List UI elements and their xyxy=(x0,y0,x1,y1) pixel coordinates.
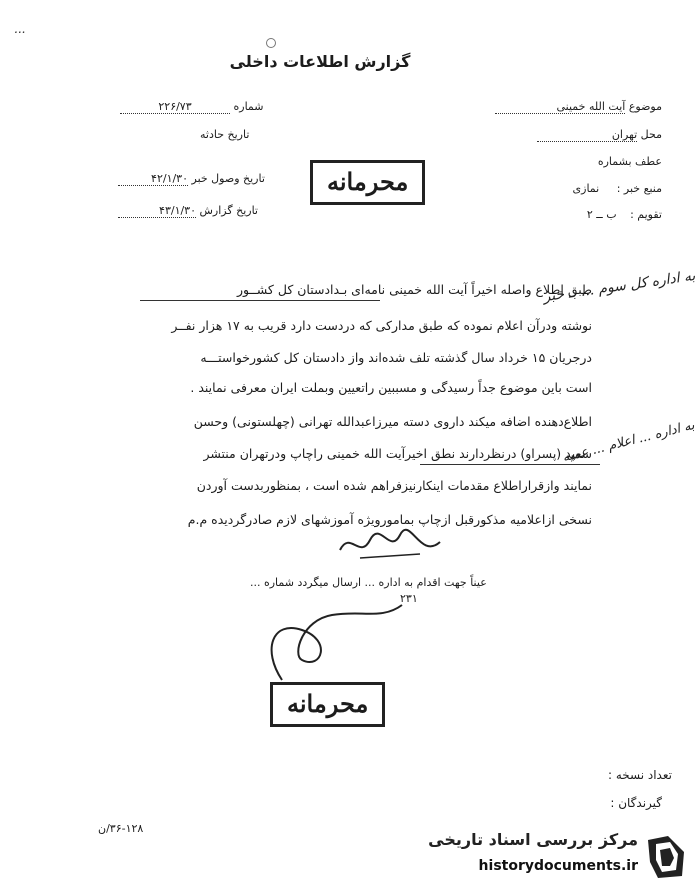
margin-note-middle: به اداره ... اعلام ... عمیه xyxy=(560,418,696,466)
forwarding-code: ۲۳۱ xyxy=(400,592,418,605)
body-line-2: نوشته ودرآن اعلام نموده که طبق مدارکی که دردست دارد قریب به ۱۷ هزار نفــر xyxy=(171,318,592,333)
receipt-date-label: تاریخ وصول خبر xyxy=(191,172,265,185)
forwarding-line: عیناً جهت اقدام به اداره ... ارسال میگردد شماره ... xyxy=(250,576,487,589)
classification-stamp-bottom: محرمانه xyxy=(270,682,385,727)
subject-row xyxy=(495,100,662,114)
report-date-row xyxy=(118,204,258,218)
watermark-logo-icon xyxy=(644,832,688,882)
body-line-3: درجریان ۱۵ خرداد سال گذشته تلف شده‌اند واز دادستان کل کشورخواستـــه xyxy=(200,350,592,365)
body-underline-1 xyxy=(140,300,380,301)
location-row xyxy=(537,128,662,142)
recipients-label: گیرندگان : xyxy=(610,796,662,810)
classification-stamp-top: محرمانه xyxy=(310,160,425,205)
watermark-persian: مرکز بررسی اسناد تاریخی xyxy=(428,830,638,849)
subject-label: موضوع xyxy=(628,100,662,113)
location-label: محل xyxy=(640,128,662,141)
receipt-date-row xyxy=(118,172,265,186)
body-line-5: اطلاع‌دهنده اضافه میکند داروی دسته میرزاعبدالله تهرانی (چهلستونی) وحسن xyxy=(193,414,592,429)
body-line-6: سعید (پسراو) درنظردارند نطق اخیرآیت الله خمینی راچاپ ودرتهران منتشر xyxy=(203,446,592,461)
watermark xyxy=(412,828,692,888)
body-line-7: نمایند وازقراراطلاع مقدمات اینکارنیزفراهم شده است ، بمنظوربدست آوردن xyxy=(196,478,592,493)
rating-row xyxy=(587,208,662,221)
handwritten-signature-large xyxy=(262,600,422,695)
number-value: ۲۲۶/۷۳ xyxy=(120,100,230,114)
corner-mark: ... xyxy=(14,22,26,36)
location-value: تهران xyxy=(537,128,637,142)
body-underline-6 xyxy=(420,464,600,465)
handwritten-signature-small xyxy=(330,520,450,570)
form-number: ۳۶-۱۲۸/ن xyxy=(98,822,144,835)
copies-label: تعداد نسخه : xyxy=(607,768,672,782)
report-date-label: تاریخ گزارش xyxy=(199,204,258,217)
body-line-1: طبق اطلاع واصله اخیراً آیت الله خمینی نامه‌ای بـدادستان کل کشــور xyxy=(236,282,592,297)
rating-value: ب ــ ۲ xyxy=(586,208,617,221)
body-line-4: است باین موضوع جداً رسیدگی و مسببین راتعیین وبملت ایران معرفی نمایند . xyxy=(190,380,592,395)
number-row xyxy=(120,100,264,114)
rating-label: تقویم : xyxy=(630,208,662,221)
subject-value: آیت الله خمینی xyxy=(495,100,625,114)
receipt-date-value: ۴۲/۱/۳۰ xyxy=(118,172,188,186)
report-date-value: ۴۳/۱/۳۰ xyxy=(118,204,196,218)
event-date-row xyxy=(200,128,249,141)
reference-row xyxy=(598,155,662,168)
document-title: گزارش اطلاعات داخلی xyxy=(229,52,411,71)
source-label: منبع خبر : xyxy=(616,182,662,195)
reference-label: عطف بشماره xyxy=(597,155,662,168)
source-row xyxy=(573,182,662,195)
number-label: شماره xyxy=(233,100,264,113)
top-mark xyxy=(266,38,276,48)
margin-note-top: به اداره کل سوم ... بـ خبر xyxy=(542,268,697,306)
body-line-8: نسخی ازاعلامیه مذکورقبل ازچاپ بمامورویژه آموزشهای لازم صادرگردیده م.م xyxy=(187,512,592,527)
event-date-label: تاریخ حادثه xyxy=(200,128,250,141)
watermark-url: historydocuments.ir xyxy=(478,858,638,874)
source-value: نمازی xyxy=(572,182,600,195)
